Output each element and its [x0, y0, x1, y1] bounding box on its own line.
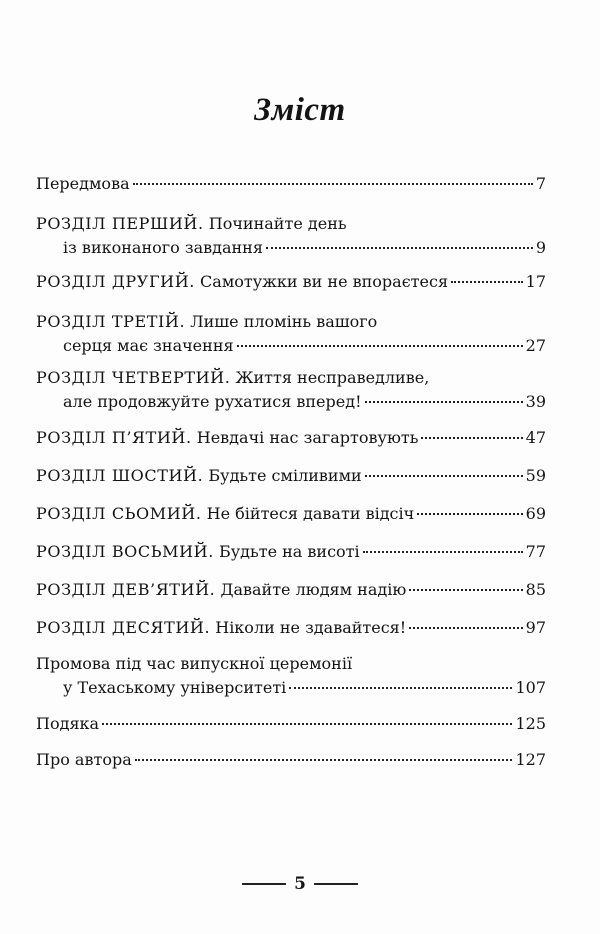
dot-leader	[451, 281, 523, 283]
toc-page-number: 47	[525, 428, 546, 447]
toc-entry-title: Ніколи не здавайтеся!	[215, 618, 407, 637]
toc-entry-title: Будьте сміливими	[208, 466, 362, 485]
dot-leader	[363, 551, 523, 553]
chapter-label: РОЗДІЛ ДЕВ’ЯТИЙ.	[36, 580, 216, 599]
toc-page-number: 77	[525, 542, 546, 561]
dot-leader	[409, 627, 522, 629]
chapter-label: РОЗДІЛ ДРУГИЙ.	[36, 272, 195, 291]
dot-leader	[102, 723, 512, 725]
dot-leader	[417, 513, 522, 515]
toc-entry-preface[interactable]	[36, 172, 546, 196]
toc-entry-chapter-9[interactable]	[36, 578, 546, 602]
footer-dash-right	[314, 883, 358, 885]
toc-entry-speech[interactable]	[36, 652, 546, 700]
toc-page-number: 17	[525, 272, 546, 291]
toc-page-number: 127	[515, 750, 546, 769]
toc-entry-chapter-5[interactable]	[36, 426, 546, 450]
toc-entry-acknowledgements[interactable]	[36, 712, 546, 736]
toc-entry-chapter-1[interactable]	[36, 212, 546, 260]
toc-page-number: 97	[525, 618, 546, 637]
toc-entry-about-author[interactable]	[36, 748, 546, 772]
dot-leader	[365, 401, 523, 403]
chapter-label: РОЗДІЛ ДЕСЯТИЙ.	[36, 618, 211, 637]
chapter-label: РОЗДІЛ ВОСЬМИЙ.	[36, 542, 214, 561]
toc-entry-title: Життя несправедливе,	[235, 368, 430, 387]
toc-entry-title-cont: але продовжуйте рухатися вперед!	[63, 392, 362, 411]
toc-page-number: 85	[525, 580, 546, 599]
page-title: Зміст	[254, 92, 346, 128]
toc-entry-title: Самотужки ви не впораєтеся	[200, 272, 449, 291]
chapter-label: РОЗДІЛ ПЕРШИЙ.	[36, 214, 204, 233]
toc-entry-title: Будьте на висоті	[218, 542, 360, 561]
toc-entry-title-cont: серця має значення	[63, 336, 234, 355]
dot-leader	[421, 437, 522, 439]
toc-entry-title: Давайте людям надію	[220, 580, 407, 599]
toc-page-number: 27	[525, 336, 546, 355]
toc-page-number: 9	[535, 238, 546, 257]
toc-page-number: 39	[525, 392, 546, 411]
toc-entry-title: Промова під час випускної церемонії	[36, 654, 353, 673]
toc-entry-chapter-4[interactable]	[36, 366, 546, 414]
dot-leader	[237, 345, 523, 347]
chapter-label: РОЗДІЛ П’ЯТИЙ.	[36, 428, 192, 447]
toc-entry-title-cont: у Техаському університеті	[63, 678, 287, 697]
toc-entry-title: Невдачі нас загартовують	[196, 428, 419, 447]
toc-entry-chapter-10[interactable]	[36, 616, 546, 640]
toc-entry-title: Про автора	[36, 750, 132, 769]
page-footer	[0, 874, 600, 894]
dot-leader	[289, 687, 512, 689]
toc-entry-chapter-2[interactable]	[36, 270, 546, 294]
toc-page-number: 59	[525, 466, 546, 485]
chapter-label: РОЗДІЛ СЬОМИЙ.	[36, 504, 202, 523]
toc-entry-title: Подяка	[36, 714, 100, 733]
toc-entry-chapter-8[interactable]	[36, 540, 546, 564]
toc-entry-chapter-7[interactable]	[36, 502, 546, 526]
dot-leader	[135, 759, 513, 761]
toc-page-number: 69	[525, 504, 546, 523]
page-number: 5	[294, 874, 306, 894]
toc-page-number: 7	[535, 174, 546, 193]
chapter-label: РОЗДІЛ ЧЕТВЕРТИЙ.	[36, 368, 231, 387]
toc-entry-chapter-3[interactable]	[36, 310, 546, 358]
toc-entry-chapter-6[interactable]	[36, 464, 546, 488]
toc-entry-title: Передмова	[36, 174, 130, 193]
dot-leader	[365, 475, 523, 477]
dot-leader	[133, 183, 533, 185]
toc-page-number: 107	[515, 678, 546, 697]
dot-leader	[409, 589, 522, 591]
toc-entry-title: Лише пломінь вашого	[190, 312, 378, 331]
toc-entry-title: Починайте день	[208, 214, 347, 233]
chapter-label: РОЗДІЛ ШОСТИЙ.	[36, 466, 204, 485]
chapter-label: РОЗДІЛ ТРЕТІЙ.	[36, 312, 186, 331]
toc-entry-title-cont: із виконаного завдання	[63, 238, 263, 257]
toc-entry-title: Не бійтеся давати відсіч	[206, 504, 415, 523]
footer-dash-left	[242, 883, 286, 885]
dot-leader	[266, 247, 533, 249]
toc-page-number: 125	[515, 714, 546, 733]
